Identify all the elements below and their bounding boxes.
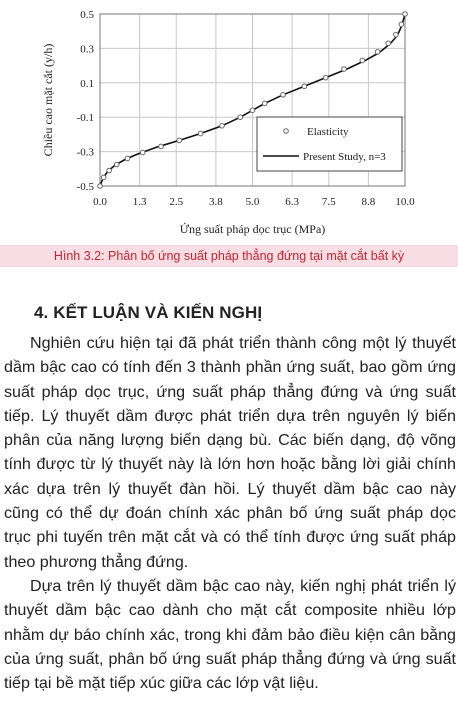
data-point-elasticity [107, 168, 112, 173]
data-point-elasticity [238, 115, 243, 120]
data-point-elasticity [98, 184, 103, 189]
y-tick-labels [77, 9, 95, 193]
legend-label-elasticity: Elasticity [307, 126, 349, 138]
data-point-elasticity [101, 175, 106, 180]
x-tick-label: 5.0 [245, 196, 260, 208]
data-point-elasticity [323, 75, 328, 80]
data-point-elasticity [198, 131, 203, 136]
y-tick-label: -0.5 [76, 181, 94, 193]
data-point-elasticity [177, 138, 182, 143]
y-tick-label: 0.3 [80, 43, 94, 56]
data-point-elasticity [125, 156, 130, 161]
x-tick-label: 0.0 [93, 196, 107, 208]
y-tick-label: -0.1 [76, 112, 94, 125]
figure-caption: Hình 3.2: Phân bố ứng suất pháp thẳng đứng tại mặt cắt bất kỳ [0, 245, 458, 267]
x-tick-label: 7.5 [321, 196, 336, 208]
stress-distribution-figure [0, 0, 458, 245]
data-point-elasticity [375, 50, 380, 55]
data-point-elasticity [342, 67, 347, 72]
data-point-elasticity [403, 12, 408, 17]
y-axis-label: Chiều cao mặt cắt (y/h) [41, 43, 55, 157]
data-point-elasticity [262, 101, 267, 106]
y-tick-label: 0.1 [80, 77, 94, 90]
section-heading: 4. KẾT LUẬN VÀ KIẾN NGHỊ [34, 303, 263, 322]
data-point-elasticity [114, 162, 119, 167]
x-tick-labels [93, 196, 415, 208]
body-text [4, 331, 456, 695]
chart-svg [0, 0, 458, 245]
x-tick-label: 10.0 [395, 196, 415, 208]
data-point-elasticity [394, 32, 399, 37]
data-point-elasticity [140, 150, 145, 155]
data-point-elasticity [302, 84, 307, 89]
y-tick-label: -0.3 [76, 146, 94, 159]
data-point-elasticity [250, 108, 255, 113]
paragraph-conclusion: Nghiên cứu hiện tại đã phát triển thành công một lý thuyết dầm bậc cao có tính đến 3 thành phần ứng suất, bao gồm ứng suất pháp dọc trục, ứng suất pháp thẳng đứng và ứng suất tiếp. Lý thuyết dầm được phát triển dựa trên nguyên lý biến phân của năng lượng biến dạng bù. Các biến dạng, độ võng tính được từ lý thuyết này là lớn hơn hoặc bằng lời giải chính xác dựa trên lý thuyết đàn hồi. Lý thuyết dầm bậc cao này cũng có thể dự đoán chính xác phân bố ứng suất pháp dọc trục phi tuyến trên mặt cắt và có thể tính được ứng suất pháp theo phương thẳng đứng. [4, 334, 456, 571]
legend-label-present-study: Present Study, n=3 [303, 151, 386, 163]
x-tick-label: 1.3 [132, 196, 147, 208]
paragraph-recommendation: Dựa trên lý thuyết dầm bậc cao này, kiến nghị phát triển lý thuyết dầm bậc cao dành cho mặt cắt composite nhiều lớp nhằm dự báo chính xác, trong khi đảm bảo điều kiện cân bằng của ứng suất, phân bố ứng suất pháp thẳng đứng và ứng suất tiếp tại bề mặt tiếp xúc giữa các lớp vật liệu. [4, 576, 456, 693]
y-tick-label: 0.5 [80, 9, 94, 21]
data-point-elasticity [220, 124, 225, 129]
x-tick-label: 8.8 [361, 196, 376, 208]
data-point-elasticity [159, 144, 164, 149]
legend-marker-elasticity [284, 129, 289, 134]
data-point-elasticity [399, 22, 404, 27]
data-point-elasticity [386, 41, 391, 46]
x-axis-label: Ứng suất pháp dọc trục (MPa) [179, 222, 326, 236]
data-point-elasticity [360, 58, 365, 63]
legend [257, 117, 402, 171]
data-point-elasticity [281, 93, 286, 98]
x-tick-label: 6.3 [285, 196, 300, 208]
x-tick-label: 3.8 [209, 196, 223, 208]
x-tick-label: 2.5 [169, 196, 184, 208]
